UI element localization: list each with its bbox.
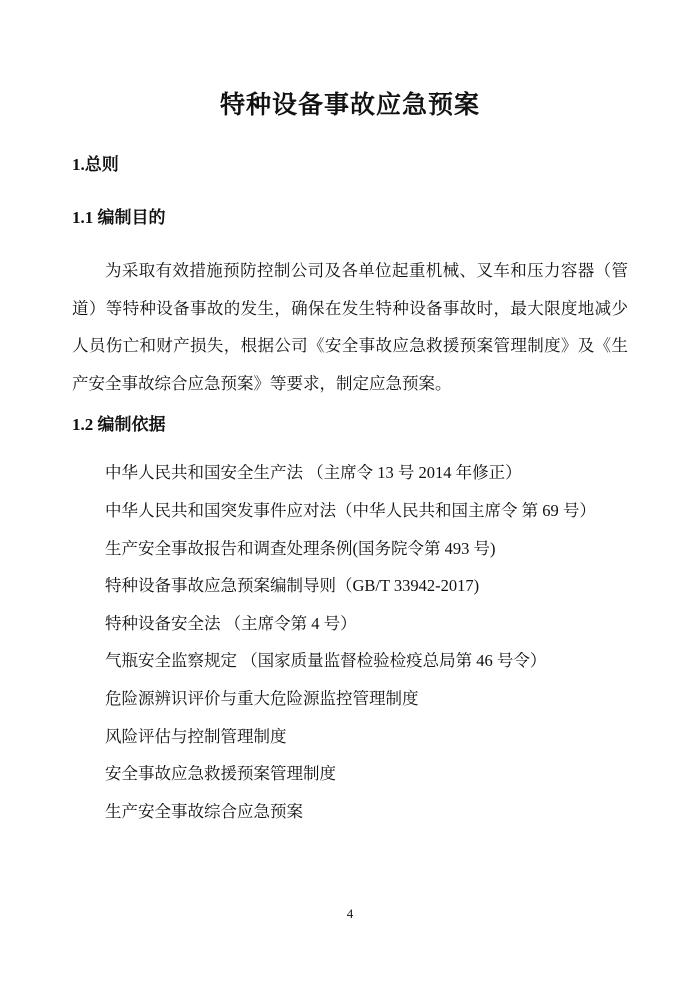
- list-item: 危险源辨识评价与重大危险源监控管理制度: [105, 688, 419, 708]
- list-item: 中华人民共和国突发事件应对法（中华人民共和国主席令 第 69 号）: [105, 500, 596, 520]
- list-item: 生产安全事故报告和调查处理条例(国务院令第 493 号): [105, 538, 496, 558]
- section-heading-chapter: 1.总则: [72, 154, 119, 174]
- section-heading-1-1: 1.1 编制目的: [72, 208, 166, 228]
- list-item: 生产安全事故综合应急预案: [105, 801, 303, 821]
- basis-list: [72, 454, 628, 830]
- list-item: 特种设备安全法 （主席令第 4 号）: [105, 613, 357, 633]
- paragraph-purpose: 为采取有效措施预防控制公司及各单位起重机械、叉车和压力容器（管道）等特种设备事故的发生，确保在发生特种设备事故时，最大限度地减少人员伤亡和财产损失，根据公司《安全事故应急救援预案管理制度》及《生产安全事故综合应急预案》等要求，制定应急预案。: [72, 261, 628, 393]
- list-item: 气瓶安全监察规定 （国家质量监督检验检疫总局第 46 号令）: [105, 651, 547, 671]
- list-item: 特种设备事故应急预案编制导则（GB/T 33942-2017): [105, 576, 480, 596]
- page-title: 特种设备事故应急预案: [219, 92, 480, 119]
- section-heading-1-2: 1.2 编制依据: [72, 414, 166, 434]
- list-item: 中华人民共和国安全生产法 （主席令 13 号 2014 年修正）: [105, 463, 522, 483]
- list-item: 风险评估与控制管理制度: [105, 726, 287, 746]
- page-number: 4: [346, 906, 354, 921]
- list-item: 安全事故应急救援预案管理制度: [105, 764, 336, 784]
